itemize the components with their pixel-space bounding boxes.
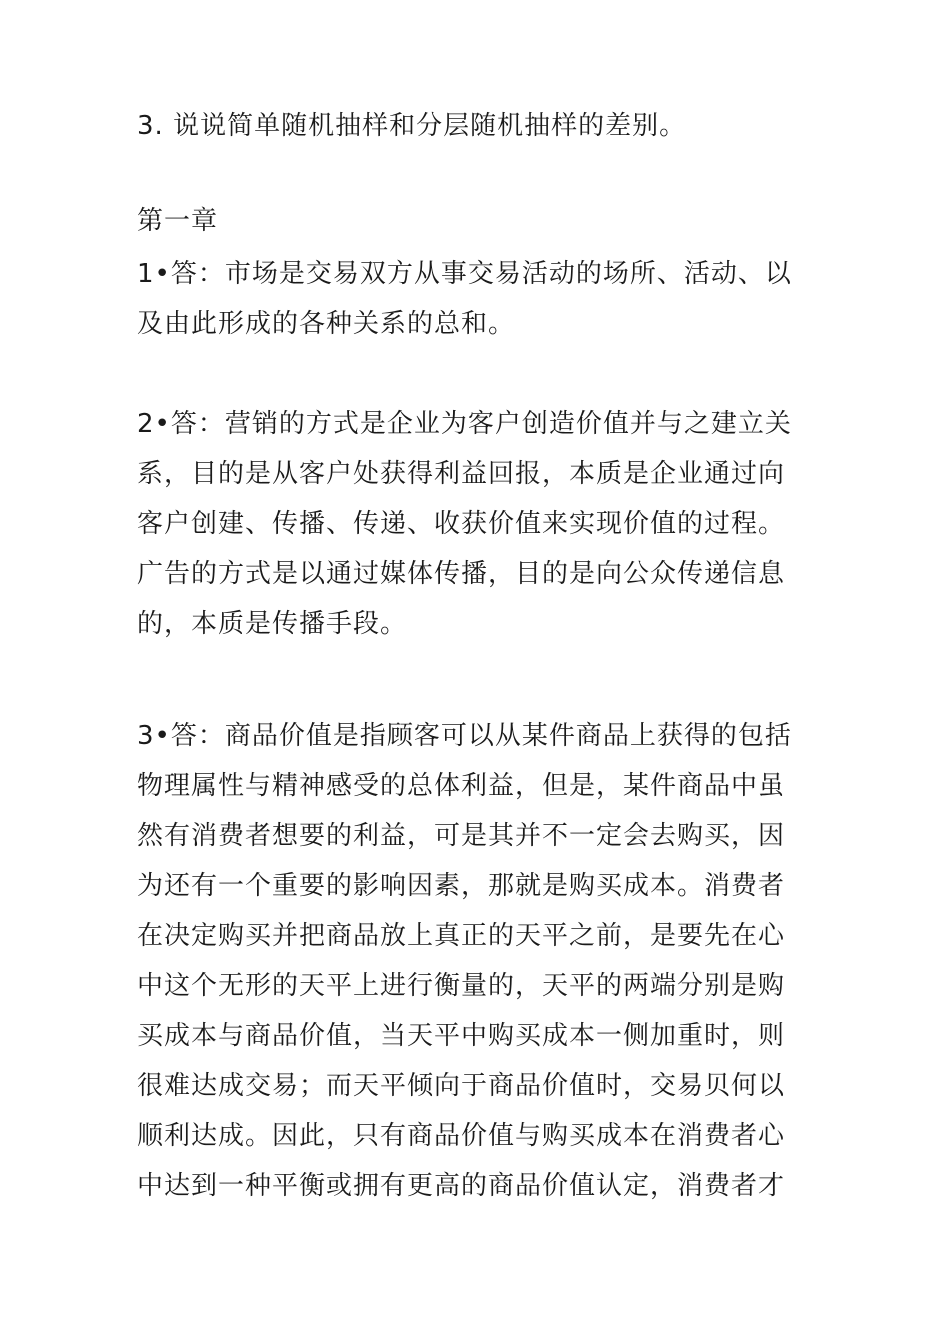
answer-line: 2•答：营销的方式是企业为客户创造价值并与之建立关 <box>137 409 792 439</box>
answer-line: 3•答：商品价值是指顾客可以从某件商品上获得的包括 <box>137 721 792 751</box>
answer-line: 买成本与商品价值，当天平中购买成本一侧加重时，则 <box>137 1021 786 1051</box>
answer-line: 然有消费者想要的利益，可是其并不一定会去购买，因 <box>137 821 786 851</box>
answer-line: 顺利达成。因此，只有商品价值与购买成本在消费者心 <box>137 1121 786 1151</box>
answer-line: 为还有一个重要的影响因素，那就是购买成本。消费者 <box>137 871 786 901</box>
answer-line: 中这个无形的天平上进行衡量的，天平的两端分别是购 <box>137 971 786 1001</box>
answer-line: 客户创建、传播、传递、收获价值来实现价值的过程。 <box>137 509 786 539</box>
answer-line: 很难达成交易；而天平倾向于商品价值时，交易贝何以 <box>137 1071 786 1101</box>
answer-line: 物理属性与精神感受的总体利益，但是，某件商品中虽 <box>137 771 786 801</box>
chapter-title: 第一章 <box>137 206 219 236</box>
answer-line: 1•答：市场是交易双方从事交易活动的场所、活动、以 <box>137 259 792 289</box>
answer-line: 的，本质是传播手段。 <box>137 609 408 639</box>
answer-line: 中达到一种平衡或拥有更高的商品价值认定，消费者才 <box>137 1171 786 1201</box>
answer-line: 广告的方式是以通过媒体传播，目的是向公众传递信息 <box>137 559 786 589</box>
answer-line: 及由此形成的各种关系的总和。 <box>137 309 516 339</box>
answer-line: 系，目的是从客户处获得利益回报，本质是企业通过向 <box>137 459 786 489</box>
question-text: 3. 说说简单随机抽样和分层随机抽样的差别。 <box>137 111 687 141</box>
answer-line: 在决定购买并把商品放上真正的天平之前，是要先在心 <box>137 921 786 951</box>
